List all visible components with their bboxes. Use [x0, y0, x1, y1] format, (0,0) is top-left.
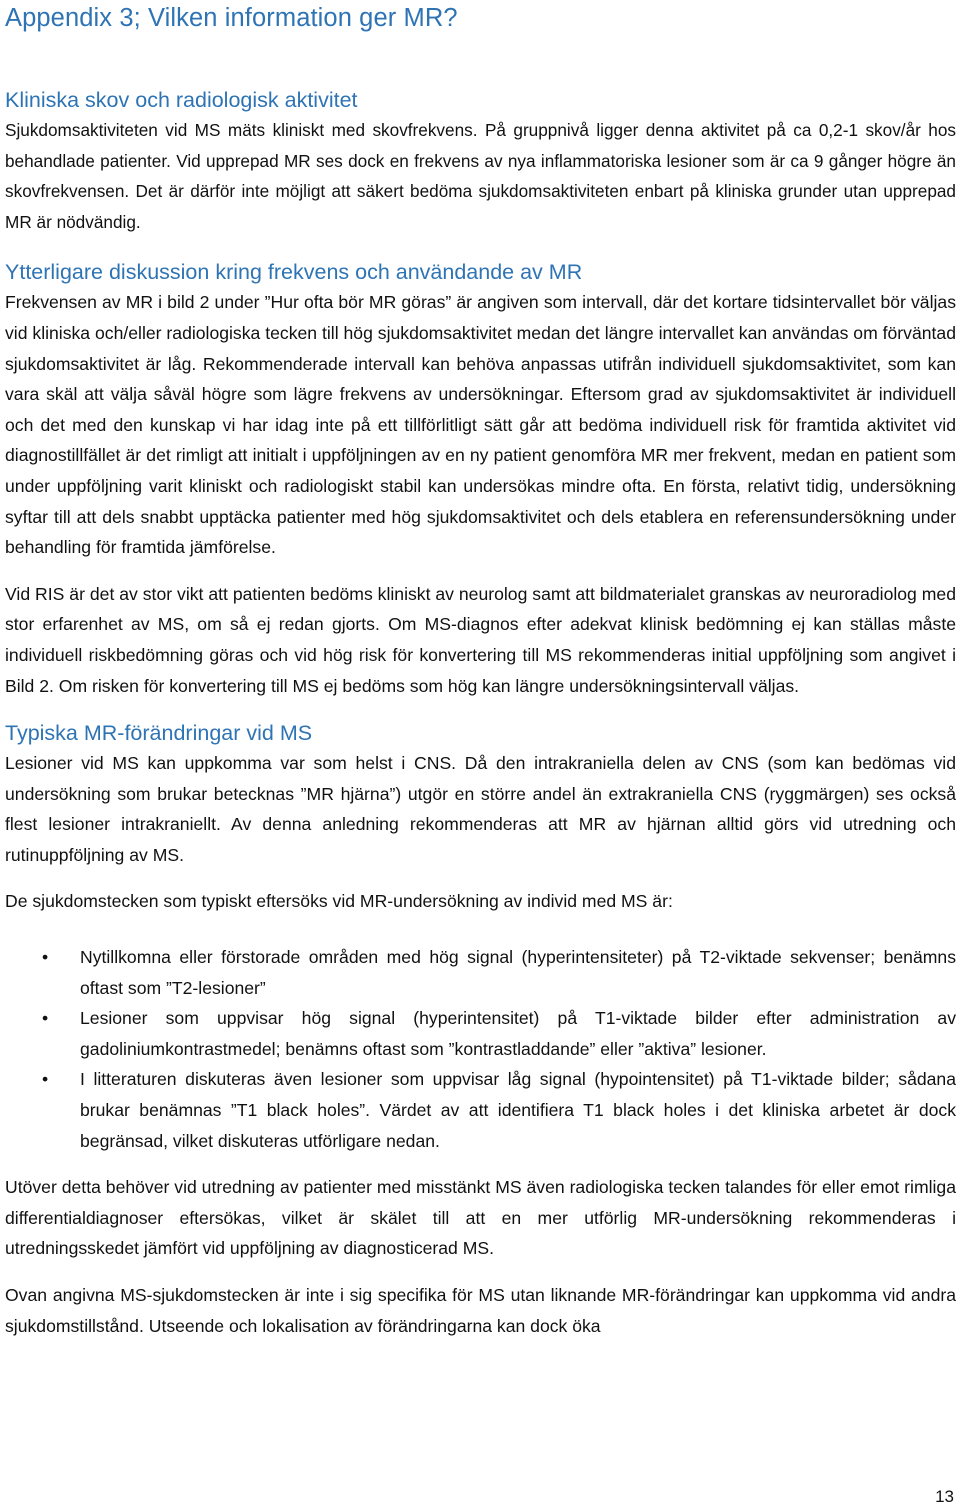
- page-number: 13: [935, 1487, 954, 1506]
- section-frequency-discussion: [5, 257, 956, 701]
- page-title: Appendix 3; Vilken information ger MR?: [5, 4, 458, 32]
- list-item-text: I litteraturen diskuteras även lesioner som uppvisar låg signal (hypointensitet) på T1-viktade bilder; sådana brukar benämnas ”T1 black holes”. Värdet av att identifiera T1 black holes i det kliniska arbetet är dock begränsad, vilket diskuteras utförligare nedan.: [80, 1069, 956, 1151]
- list-item-text: Lesioner som uppvisar hög signal (hyperintensitet) på T1-viktade bilder efter administration av gadoliniumkontrastmedel; benämns oftast som ”kontrastladdande” eller ”aktiva” lesioner.: [80, 1008, 956, 1059]
- section-heading-clinical-relapses: Kliniska skov och radiologisk aktivitet: [5, 88, 358, 112]
- list-item: [5, 1003, 956, 1064]
- section-typical-mr-changes: [5, 718, 956, 1341]
- paragraph: Sjukdomsaktiviteten vid MS mäts kliniskt med skovfrekvens. På gruppnivå ligger denna aktivitet på ca 0,2-1 skov/år hos behandlade patienter. Vid upprepad MR ses dock en frekvens av nya inflammatoriska lesioner som är ca 9 gånger högre än skovfrekvensen. Det är därför inte möjligt att säkert bedöma sjukdomsaktiviteten enbart på kliniska grunder utan upprepad MR är nödvändig.: [5, 120, 956, 232]
- list-item: [5, 1064, 956, 1156]
- paragraph: De sjukdomstecken som typiskt eftersöks vid MR-undersökning av individ med MS är:: [5, 891, 673, 912]
- bullet-icon: •: [42, 1069, 49, 1090]
- bullet-icon: •: [42, 947, 49, 968]
- section-clinical-relapses: [5, 85, 956, 237]
- document-page: [5, 0, 956, 1341]
- paragraph: Vid RIS är det av stor vikt att patienten bedöms kliniskt av neurolog samt att bildmaterialet granskas av neuroradiolog med stor erfarenhet av MS, om så ej redan gjorts. Om MS-diagnos efter adekvat klinisk bedömning ej kan ställas måste individuell riskbedömning göras och vid hög risk för konvertering till MS rekommenderas initial uppföljning som angivet i Bild 2. Om risken för konvertering till MS ej bedöms som hög kan längre undersökningsintervall väljas.: [5, 583, 956, 696]
- bullet-icon: •: [42, 1008, 49, 1029]
- list-item-text: Nytillkomna eller förstorade områden med hög signal (hyperintensiteter) på T2-viktade sekvenser; benämns oftast som ”T2-lesioner”: [80, 947, 956, 998]
- section-heading-typical-mr-changes: Typiska MR-förändringar vid MS: [5, 721, 313, 746]
- bullet-list: [5, 942, 956, 1156]
- paragraph: Lesioner vid MS kan uppkomma var som helst i CNS. Då den intrakraniella delen av CNS (som kan bedömas vid undersökning som brukar betecknas ”MR hjärna”) utgör en större andel än extrakraniella CNS (ryggmärgen) ses också flest lesioner intrakraniellt. Av denna anledning rekommenderas att MR av hjärnan alltid görs vid utredning och rutinuppföljning av MS.: [5, 753, 956, 865]
- list-item: [5, 942, 956, 1003]
- paragraph: Ovan angivna MS-sjukdomstecken är inte i sig specifika för MS utan liknande MR-förändringar kan uppkomma vid andra sjukdomstillstånd. Utseende och lokalisation av förändringarna kan dock öka: [5, 1285, 956, 1336]
- section-heading-frequency-discussion: Ytterligare diskussion kring frekvens och användande av MR: [5, 260, 583, 285]
- paragraph: Utöver detta behöver vid utredning av patienter med misstänkt MS även radiologiska tecken talandes för eller emot rimliga differentialdiagnoser eftersökas, vilket är skälet till att en mer utförlig MR-undersökning rekommenderas i utredningsskedet jämfört vid uppföljning av diagnosticerad MS.: [5, 1177, 956, 1259]
- paragraph: Frekvensen av MR i bild 2 under ”Hur ofta bör MR göras” är angiven som intervall, där det kortare tidsintervallet bör väljas vid kliniska och/eller radiologiska tecken till hög sjukdomsaktivitet medan det längre intervallet kan användas om förväntad sjukdomsaktivitet är låg. Rekommenderade intervall kan behöva anpassas utifrån individuell sjukdomsaktivitet, som kan vara skäl att välja såväl högre som lägre frekvens av undersökningar. Eftersom grad av sjukdomsaktivitet är individuell och det med den kunskap vi har idag inte på ett tillförlitligt sätt går att bedöma individuell risk för framtida aktivitet vid diagnostillfället är det rimligt att initialt i uppföljningen av en ny patient genomföra MR mer frekvent, medan en patient som under uppföljning varit kliniskt och radiologiskt stabil kan undersökas mindre ofta. En första, relativt tidig, undersökning syftar till att dels snabbt upptäcka patienter med hög sjukdomsaktivitet och dels etablera en referensundersökning under behandling för framtida jämförelse.: [5, 292, 956, 558]
